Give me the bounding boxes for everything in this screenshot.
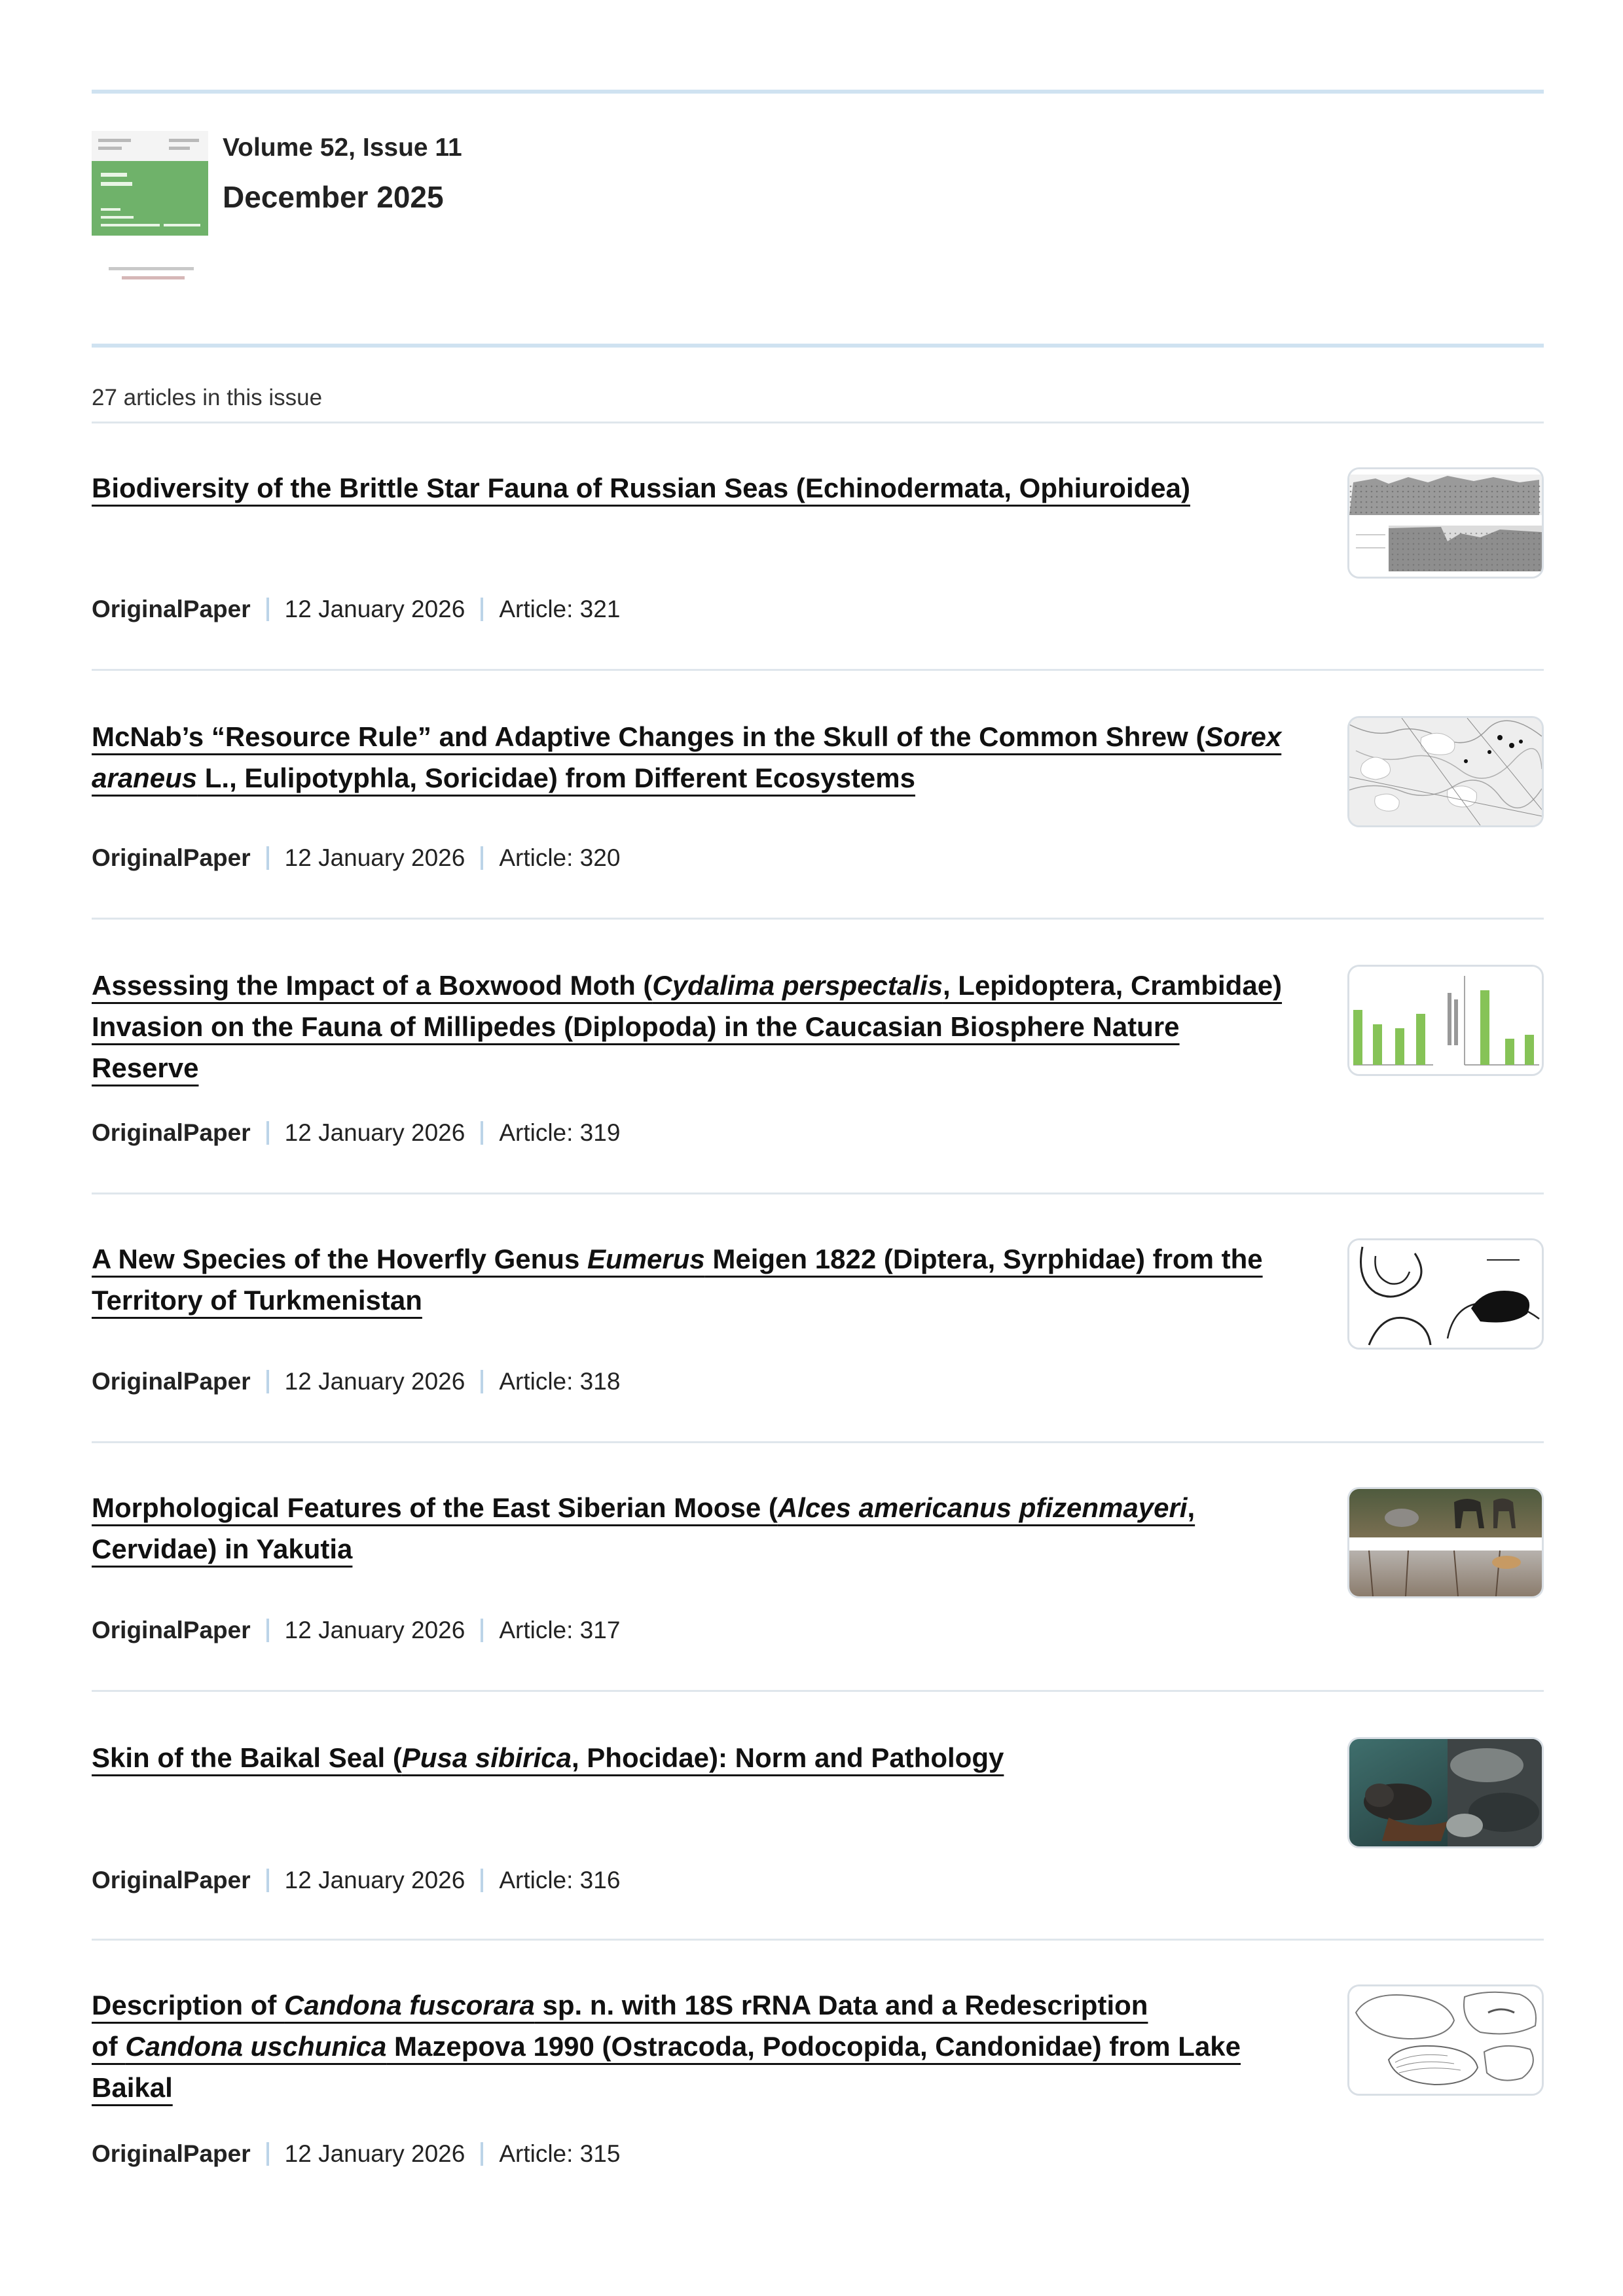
- title-text[interactable]: , Phocidae): Norm and Pathology: [571, 1742, 1004, 1773]
- moose-photo-thumbnail-icon[interactable]: [1347, 1487, 1544, 1598]
- meta-separator: [481, 1869, 483, 1892]
- article-type: OriginalPaper: [92, 1119, 251, 1146]
- article-date: 12 January 2026: [284, 596, 465, 622]
- meta-separator: [481, 1619, 483, 1642]
- article-title-line[interactable]: [92, 1285, 422, 1316]
- article-date: 12 January 2026: [284, 1119, 465, 1146]
- title-text[interactable]: Invasion on the Fauna of Millipedes (Diplopoda) in the Caucasian Biosphere Nature: [92, 1011, 1180, 1042]
- title-taxon-name[interactable]: Eumerus: [587, 1244, 705, 1274]
- title-text[interactable]: Territory of Turkmenistan: [92, 1285, 422, 1316]
- article-meta: [92, 596, 620, 623]
- meta-separator: [266, 1869, 269, 1892]
- meta-separator: [481, 846, 483, 870]
- title-text[interactable]: sp. n. with 18S rRNA Data and a Redescription: [534, 1990, 1148, 2020]
- article-title-line[interactable]: [92, 1534, 352, 1564]
- title-taxon-name[interactable]: Candona fuscorara: [284, 1990, 535, 2020]
- article-date: 12 January 2026: [284, 1867, 465, 1893]
- article-title-line[interactable]: [92, 721, 1281, 752]
- articles-count: 27 articles in this issue: [92, 385, 323, 410]
- article-title-line[interactable]: [92, 1990, 1148, 2020]
- title-text[interactable]: , Lepidoptera, Crambidae): [942, 970, 1283, 1001]
- title-text[interactable]: McNab’s “Resource Rule” and Adaptive Changes in the Skull of the Common Shrew (: [92, 721, 1205, 752]
- article-date: 12 January 2026: [284, 2140, 465, 2167]
- meta-separator: [266, 598, 269, 621]
- title-text[interactable]: L., Eulipotyphla, Soricidae) from Different Ecosystems: [197, 762, 915, 793]
- meta-separator: [481, 2142, 483, 2166]
- list-divider: [92, 422, 1544, 423]
- bar-chart-thumbnail-icon[interactable]: [1347, 965, 1544, 1076]
- title-taxon-name[interactable]: Sorex: [1205, 721, 1282, 752]
- article-title-line[interactable]: [92, 762, 915, 793]
- article-title-line[interactable]: [92, 2072, 173, 2103]
- article-title-link[interactable]: [92, 1984, 1322, 2108]
- article-title-line[interactable]: [92, 1244, 1263, 1274]
- journal-cover-image[interactable]: [92, 131, 208, 288]
- title-taxon-name[interactable]: Cydalima perspectalis: [652, 970, 943, 1001]
- article-divider: [92, 1939, 1544, 1941]
- title-taxon-name[interactable]: Alces americanus pfizenmayeri: [777, 1492, 1188, 1523]
- article-title-link[interactable]: [92, 1487, 1322, 1570]
- article-number: Article: 318: [499, 1368, 621, 1395]
- title-text[interactable]: Cervidae) in Yakutia: [92, 1534, 353, 1564]
- top-divider: [92, 90, 1544, 94]
- article-title-line[interactable]: [92, 1492, 1195, 1523]
- article-meta: [92, 2140, 620, 2168]
- title-taxon-name[interactable]: Candona uschunica: [125, 2031, 387, 2062]
- article-title-line[interactable]: [92, 473, 1190, 503]
- article-title-line[interactable]: [92, 970, 1282, 1001]
- ostracod-drawing-thumbnail-icon[interactable]: [1347, 1984, 1544, 2096]
- article-type: OriginalPaper: [92, 1867, 251, 1893]
- meta-separator: [266, 1370, 269, 1393]
- article-title-line[interactable]: [92, 1742, 1004, 1773]
- title-taxon-name[interactable]: Pusa sibirica: [401, 1742, 572, 1773]
- title-text[interactable]: ,: [1187, 1492, 1195, 1523]
- title-text[interactable]: Mazepova 1990 (Ostracoda, Podocopida, Candonidae) from Lake: [386, 2031, 1241, 2062]
- article-number: Article: 321: [499, 596, 621, 622]
- article-divider: [92, 1193, 1544, 1194]
- header-divider: [92, 344, 1544, 348]
- article-meta: [92, 1867, 620, 1894]
- article-meta: [92, 1368, 620, 1395]
- article-title-link[interactable]: [92, 1238, 1322, 1321]
- title-text[interactable]: Morphological Features of the East Siberian Moose (: [92, 1492, 778, 1523]
- article-type: OriginalPaper: [92, 1368, 251, 1395]
- article-number: Article: 316: [499, 1867, 621, 1893]
- meta-separator: [481, 1370, 483, 1393]
- issue-header: [92, 131, 1544, 288]
- article-date: 12 January 2026: [284, 1368, 465, 1395]
- issue-volume: Volume 52, Issue 11: [223, 134, 462, 162]
- title-text[interactable]: A New Species of the Hoverfly Genus: [92, 1244, 587, 1274]
- title-taxon-name[interactable]: araneus: [92, 762, 198, 793]
- article-number: Article: 317: [499, 1617, 621, 1643]
- article-number: Article: 320: [499, 844, 621, 871]
- article-divider: [92, 918, 1544, 920]
- title-text[interactable]: Assessing the Impact of a Boxwood Moth (: [92, 970, 653, 1001]
- meta-separator: [266, 2142, 269, 2166]
- article-meta: [92, 1119, 620, 1147]
- meta-separator: [481, 1121, 483, 1145]
- line-drawing-thumbnail-icon[interactable]: [1347, 1238, 1544, 1350]
- meta-separator: [266, 1121, 269, 1145]
- article-date: 12 January 2026: [284, 844, 465, 871]
- article-title-link[interactable]: [92, 716, 1322, 798]
- article-date: 12 January 2026: [284, 1617, 465, 1643]
- article-number: Article: 315: [499, 2140, 621, 2167]
- meta-separator: [266, 846, 269, 870]
- meta-separator: [481, 598, 483, 621]
- article-meta: [92, 1617, 620, 1644]
- article-divider: [92, 669, 1544, 671]
- article-type: OriginalPaper: [92, 1617, 251, 1643]
- article-meta: [92, 844, 620, 872]
- title-text[interactable]: Meigen 1822 (Diptera, Syrphidae) from the: [704, 1244, 1263, 1274]
- title-text[interactable]: Skin of the Baikal Seal (: [92, 1742, 402, 1773]
- article-type: OriginalPaper: [92, 2140, 251, 2167]
- article-title-link[interactable]: [92, 467, 1322, 509]
- title-text[interactable]: Baikal: [92, 2072, 173, 2103]
- issue-date: December 2025: [223, 180, 444, 214]
- article-title-line[interactable]: [92, 1052, 198, 1083]
- meta-separator: [266, 1619, 269, 1642]
- seal-photo-thumbnail-icon[interactable]: [1347, 1737, 1544, 1848]
- article-title-link[interactable]: [92, 965, 1322, 1088]
- article-title-line[interactable]: [92, 1011, 1180, 1042]
- article-divider: [92, 1441, 1544, 1443]
- title-text[interactable]: Description of: [92, 1990, 285, 2020]
- sampling-map-thumbnail-icon[interactable]: [1347, 716, 1544, 827]
- article-title-line[interactable]: [92, 2031, 1241, 2062]
- article-number: Article: 319: [499, 1119, 621, 1146]
- title-text[interactable]: Biodiversity of the Brittle Star Fauna of Russian Seas (Echinodermata, Ophiuroidea): [92, 473, 1190, 503]
- article-type: OriginalPaper: [92, 596, 251, 622]
- article-divider: [92, 1690, 1544, 1692]
- title-text[interactable]: of: [92, 2031, 126, 2062]
- title-text[interactable]: Reserve: [92, 1052, 199, 1083]
- article-title-link[interactable]: [92, 1737, 1322, 1778]
- article-type: OriginalPaper: [92, 844, 251, 871]
- map-thumbnail-icon[interactable]: [1347, 467, 1544, 579]
